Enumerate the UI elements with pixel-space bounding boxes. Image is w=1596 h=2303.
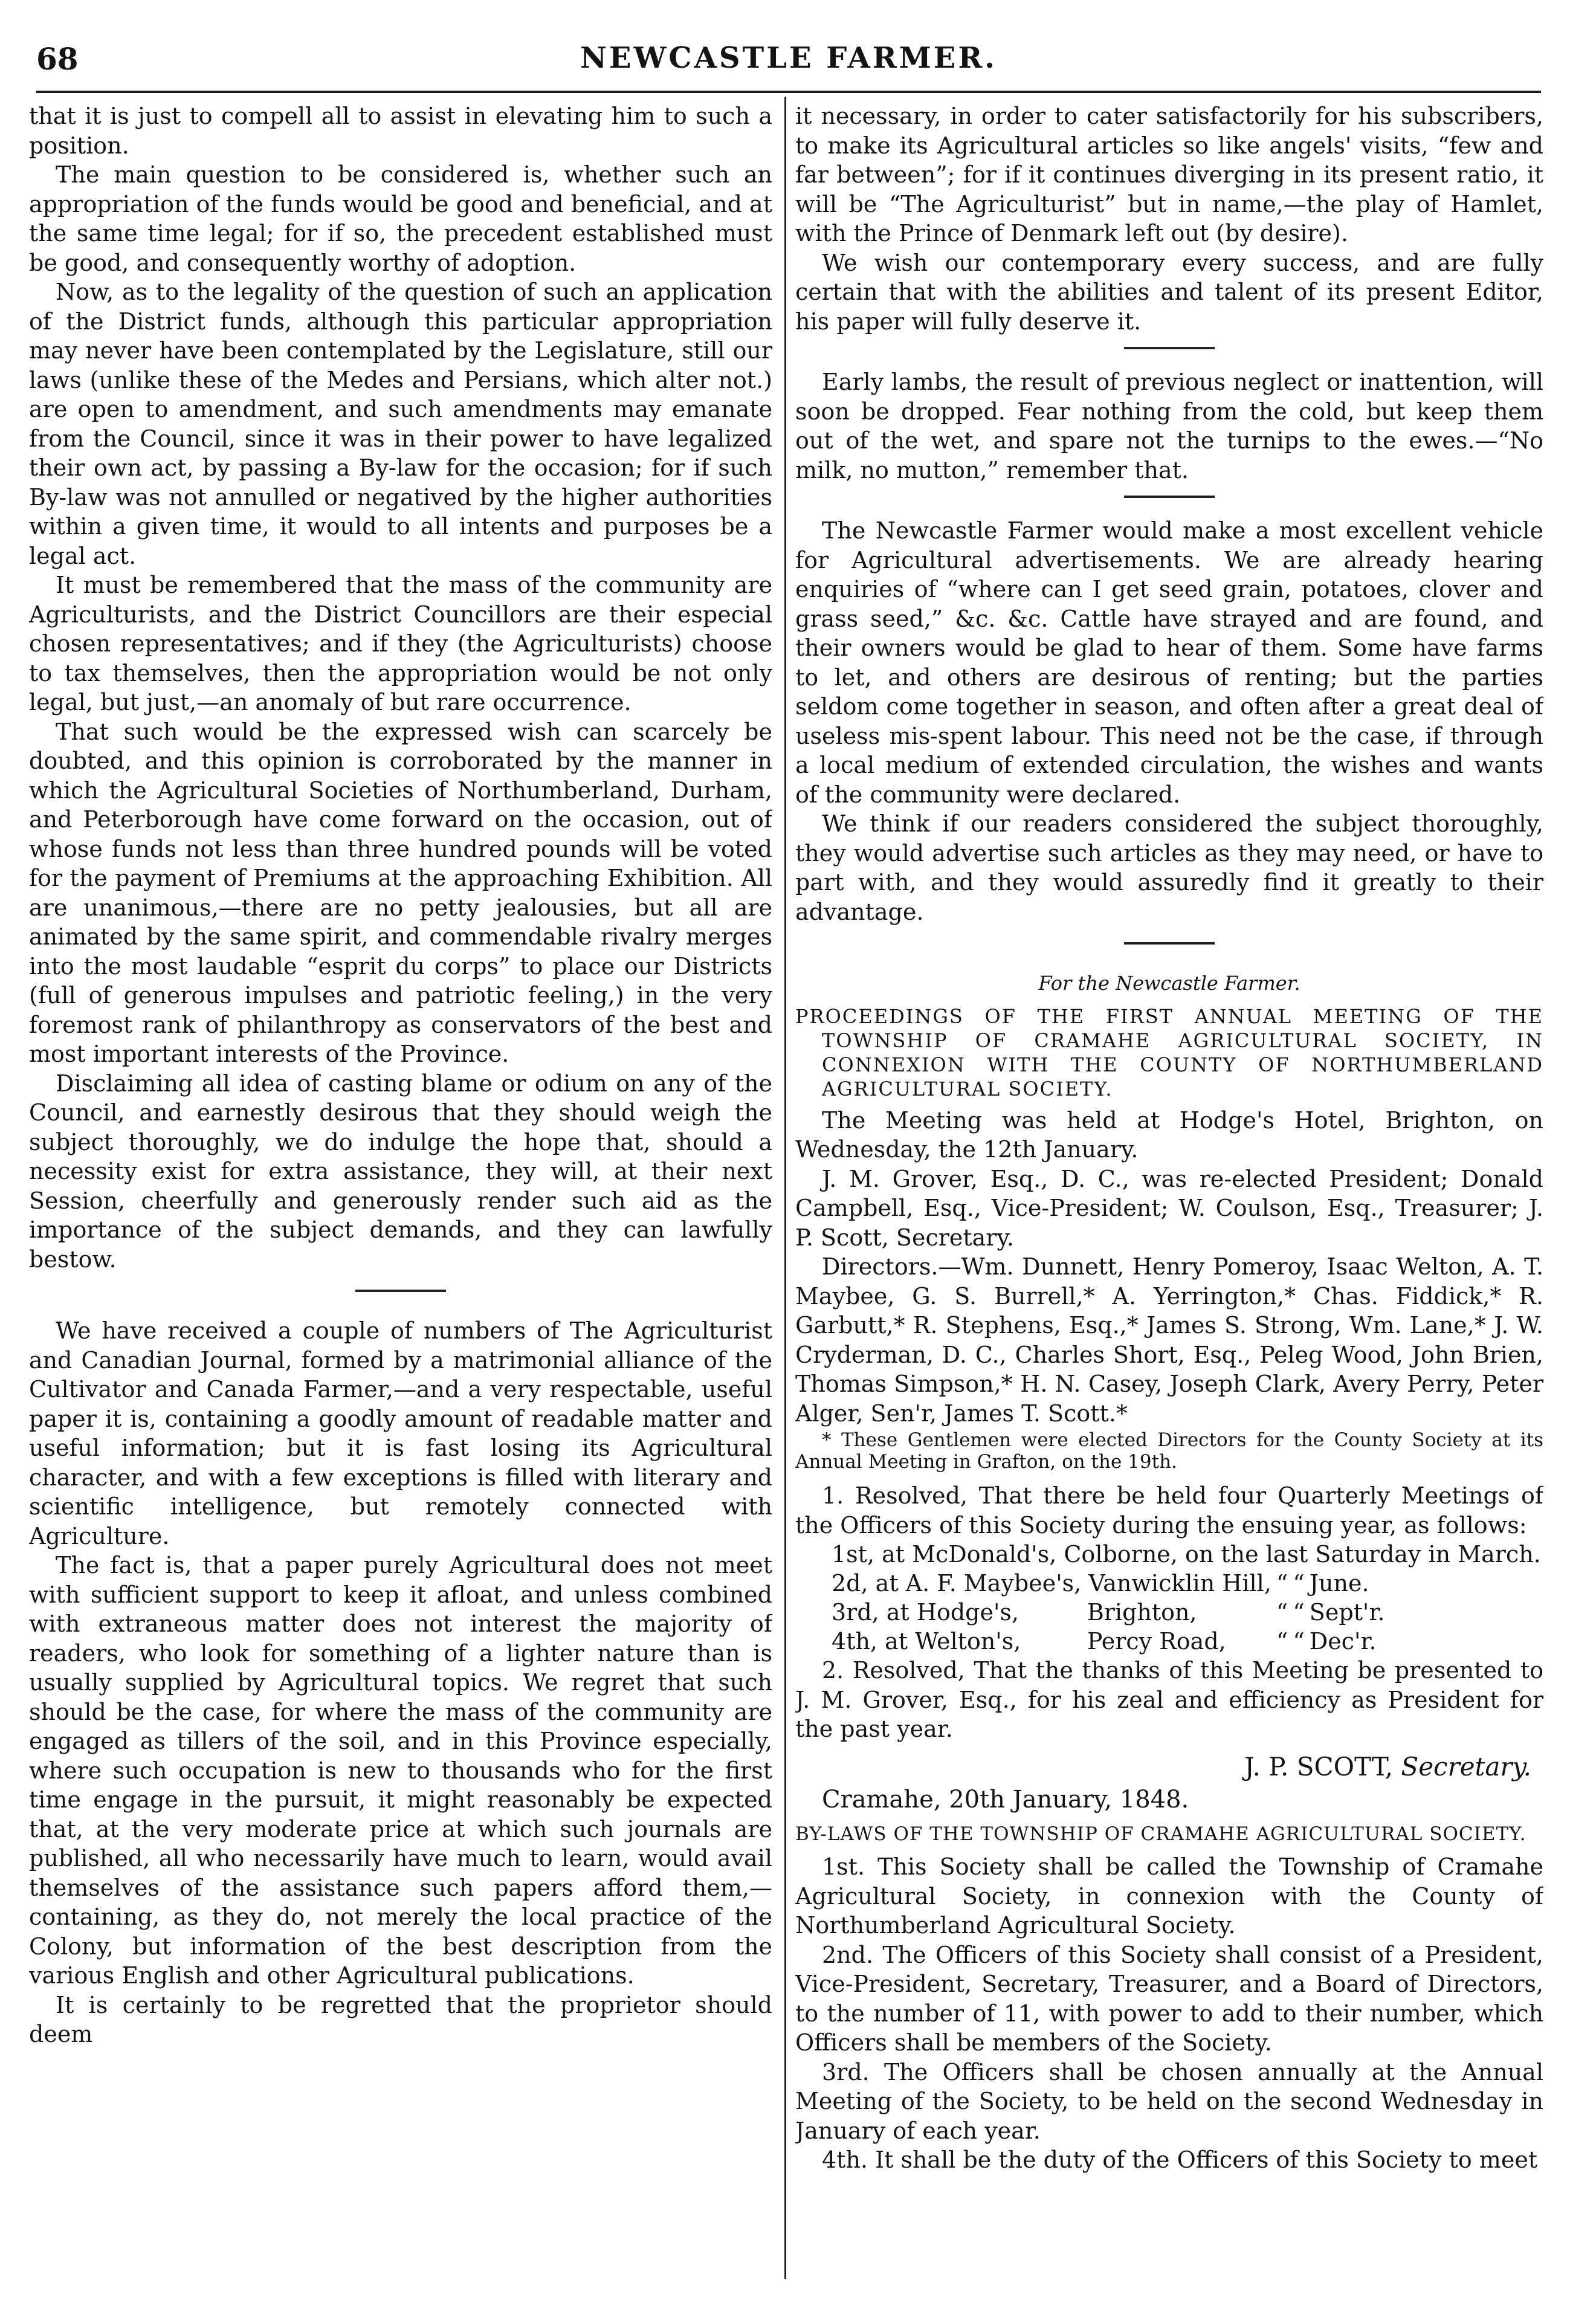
article-paragraph: We wish our contemporary every success, and are fully certain that with the abilities and talent of its present Editor, his paper will fully deserve it.: [795, 249, 1543, 335]
article-caption: For the Newcastle Farmer.: [1038, 972, 1300, 995]
article-paragraph: The Newcastle Farmer would make a most excellent vehicle for Agricultural advertisements. We are already hearing enquiries of “where can I get seed grain, potatoes, clover and grass seed,” &c. &c. Cattle have strayed and are found, and their owners would be glad to hear of them. Some have farms to let, and others are desirous of renting; but the parties seldom come together in season, and often after a great deal of useless mis-spent labour. This need not be the case, if through a local medium of extended circulation, the wishes and wants of the community were declared.: [795, 517, 1543, 808]
article-paragraph: J. M. Grover, Esq., D. C., was re-elected President; Donald Campbell, Esq., Vice-President; W. Coulson, Esq., Treasurer; J. P. Scott, Secretary.: [795, 1165, 1543, 1251]
schedule-row: [832, 1569, 1389, 1598]
schedule-table: [832, 1569, 1389, 1656]
signature-title: Secretary.: [1401, 1751, 1531, 1781]
schedule-place: 2d, at A. F. Maybee's, Vanwicklin Hill,: [832, 1570, 1271, 1597]
schedule-row: [832, 1598, 1389, 1627]
schedule-month: Dec'r.: [1309, 1628, 1377, 1655]
masthead-title: NEWCASTLE FARMER.: [580, 41, 997, 75]
page-number: 68: [36, 41, 79, 77]
article-paragraph: Now, as to the legality of the question of such an application of the District funds, although this particular appropriation may never have been contemplated by the Legislature, still our laws (unlike these of the Medes and Persians, which alter not.) are open to amendment, and such amendments may emanate from the Council, since it was in their power to have legalized their own act, by passing a By-law for the occasion; for if such By-law was not annulled or negatived by the higher authorities within a given time, it would to all intents and purposes be a legal act.: [29, 279, 772, 569]
article-paragraph: Disclaiming all idea of casting blame or odium on any of the Council, and earnestly desirous that they should weigh the subject thoroughly, we do indulge the hope that, should a necessity exist for extra assistance, they will, at their next Session, cheerfully and generously render such aid as the importance of the subject demands, and they can lawfully bestow.: [29, 1070, 772, 1273]
bylaw-paragraph: 4th. It shall be the duty of the Officers of this Society to meet: [822, 2146, 1538, 2173]
schedule-month: June.: [1309, 1570, 1369, 1597]
article-paragraph: The main question to be considered is, whether such an appropriation of the funds would be good and beneficial, and at the same time legal; for if so, the precedent established must be good, and consequently worthy of adoption.: [29, 161, 772, 276]
article-paragraph: We think if our readers considered the subject thoroughly, they would advertise such articles as they may need, or have to part with, and they would assuredly find it greatly to their advantage.: [795, 810, 1543, 925]
bylaw-paragraph: 2nd. The Officers of this Society shall consist of a President, Vice-President, Secretary, Treasurer, and a Board of Directors, to the number of 11, with power to add to their number, which Officers shall be members of the Society.: [795, 1941, 1543, 2056]
resolution-paragraph: 2. Resolved, That the thanks of this Meeting be presented to J. M. Grover, Esq., for his zeal and efficiency as President for the past year.: [795, 1657, 1543, 1742]
schedule-month: Sept'r.: [1309, 1599, 1385, 1626]
proceedings-heading: PROCEEDINGS OF THE FIRST ANNUAL MEETING OF THE TOWNSHIP OF CRAMAHE AGRICULTURAL SOCIETY, IN CONNEXION WITH THE COUNTY OF NORTHUMBERLAND AGRICULTURAL SOCIETY.: [795, 1004, 1543, 1100]
article-paragraph: Early lambs, the result of previous neglect or inattention, will soon be dropped. Fear nothing from the cold, but keep them out of the wet, and spare not the turnips to the ewes.—“No milk, no mutton,” remember that.: [795, 369, 1543, 483]
article-paragraph: We have received a couple of numbers of The Agriculturist and Canadian Journal, formed by a matrimonial alliance of the Cultivator and Canada Farmer,—and a very respectable, useful paper it is, containing a goodly amount of readable matter and useful information; but it is fast losing its Agricultural character, and with a few exceptions is filled with literary and scientific intelligence, but remotely connected with Agriculture.: [29, 1317, 772, 1549]
bylaw-paragraph: 3rd. The Officers shall be chosen annually at the Annual Meeting of the Society, to be held on the second Wednesday in January of each year.: [795, 2058, 1543, 2144]
schedule-place: 4th, at Welton's,: [832, 1628, 1021, 1655]
meeting-schedule: [795, 1540, 1543, 1656]
resolution-paragraph: 1. Resolved, That there be held four Quarterly Meetings of the Officers of this Society during the ensuing year, as follows:: [795, 1482, 1543, 1539]
article-paragraph: it necessary, in order to cater satisfactorily for his subscribers, to make its Agricultural articles so like angels' visits, “few and far between”; for if it continues diverging in its present ratio, it will be “The Agriculturist” but in name,—the play of Hamlet, with the Prince of Denmark left out (by desire).: [795, 103, 1543, 247]
schedule-row: 1st, at McDonald's, Colborne, on the last Saturday in March.: [832, 1541, 1541, 1568]
directors-list: Directors.—Wm. Dunnett, Henry Pomeroy, Isaac Welton, A. T. Maybee, G. S. Burrell,* A. Yerrington,* Chas. Fiddick,* R. Garbutt,* R. Stephens, Esq.,* James S. Strong, Wm. Lane,* J. W. Cryderman, D. C., Charles Short, Esq., Peleg Wood, John Brien, Thomas Simpson,* H. N. Casey, Joseph Clark, Avery Perry, Peter Alger, Sen'r, James T. Scott.*: [795, 1253, 1543, 1427]
article-paragraph: That such would be the expressed wish can scarcely be doubted, and this opinion is corroborated by the manner in which the Agricultural Societies of Northumberland, Durham, and Peterborough have come forward on the occasion, out of whose funds not less than three hundred pounds will be voted for the payment of Premiums at the approaching Exhibition. All are unanimous,—there are no petty jealousies, but all are animated by the same spirit, and commendable rivalry merges into the most laudable “esprit du corps” to place our Districts (full of generous impulses and patriotic feeling,) in the very foremost rank of philanthropy as conservators of the best and most important interests of the Province.: [29, 718, 772, 1067]
header-rule: [36, 91, 1541, 93]
page-header: [36, 41, 1541, 83]
bylaw-paragraph: 1st. This Society shall be called the Township of Cramahe Agricultural Society, in connexion with the County of Northumberland Agricultural Society.: [795, 1853, 1543, 1939]
section-divider: [355, 1290, 446, 1292]
ditto-mark: “: [1276, 1628, 1288, 1655]
ditto-mark: “: [1276, 1599, 1288, 1626]
footnote: * These Gentlemen were elected Directors for the County Society at its Annual Meeting in Grafton, on the 19th.: [795, 1429, 1543, 1473]
article-paragraph: It must be remembered that the mass of the community are Agriculturists, and the District Councillors are their especial chosen representatives; and if they (the Agriculturists) choose to tax themselves, then the appropriation would be not only legal, but just,—an anomaly of but rare occurrence.: [29, 572, 772, 715]
schedule-location: Brighton,: [1087, 1599, 1197, 1626]
section-divider: [1124, 347, 1215, 349]
ditto-mark: “: [1276, 1570, 1288, 1597]
article-paragraph: It is certainly to be regretted that the proprietor should deem: [29, 1991, 772, 2047]
column-divider: [784, 97, 786, 2279]
article-paragraph: The Meeting was held at Hodge's Hotel, Brighton, on Wednesday, the 12th January.: [795, 1106, 1543, 1163]
ditto-mark: “: [1293, 1570, 1305, 1597]
section-divider: [1124, 496, 1215, 498]
ditto-mark: “: [1293, 1628, 1305, 1655]
right-column: [795, 102, 1543, 2267]
ditto-mark: “: [1293, 1599, 1305, 1626]
article-paragraph: The fact is, that a paper purely Agricultural does not meet with sufficient support to keep it afloat, and unless combined with extraneous matter does not interest the majority of readers, who look for something of a lighter nature than is usually supplied by Agricultural topics. We regret that such should be the case, for where the mass of the community are engaged as tillers of the soil, and in this Province especially, where such occupation is new to thousands who for the first time engage in the pursuit, it might reasonably be expected that, at the very moderate price at which such journals are published, all who necessarily have much to learn, would avail themselves of the assistance such papers afford them,—containing, as they do, not merely the local practice of the Colony, but information of the best description from the various English and other Agricultural publications.: [29, 1552, 772, 1989]
section-divider: [1124, 942, 1215, 945]
schedule-place: 3rd, at Hodge's,: [832, 1599, 1019, 1626]
signature-name: J. P. SCOTT,: [1244, 1751, 1394, 1781]
schedule-location: Percy Road,: [1087, 1628, 1226, 1655]
dateline: Cramahe, 20th January, 1848.: [822, 1786, 1189, 1814]
signature: [795, 1752, 1531, 1782]
schedule-row: [832, 1627, 1389, 1656]
article-paragraph: that it is just to compell all to assist in elevating him to such a position.: [29, 103, 772, 159]
left-column: [29, 102, 772, 2267]
bylaws-heading: BY-LAWS OF THE TOWNSHIP OF CRAMAHE AGRICULTURAL SOCIETY.: [795, 1823, 1527, 1845]
